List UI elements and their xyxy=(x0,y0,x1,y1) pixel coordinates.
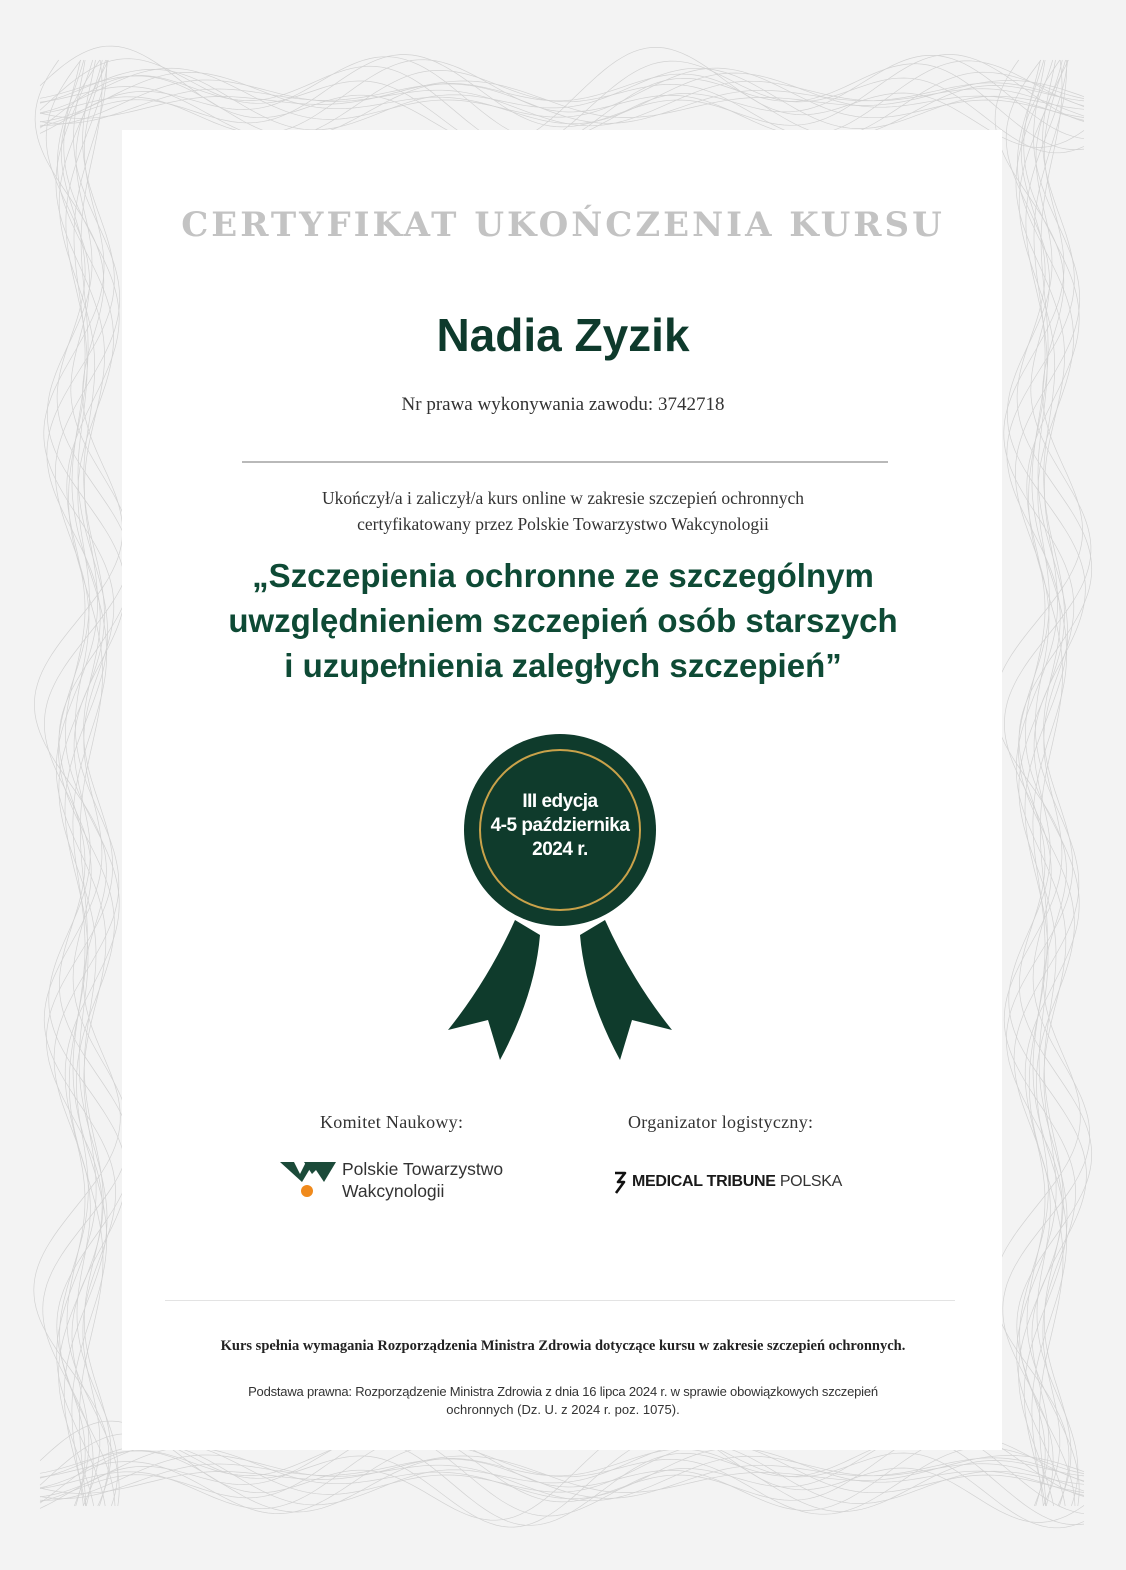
intro-line-2: certyfikatowany przez Polskie Towarzystwo Wakcynologii xyxy=(357,514,769,534)
ptw-name-line-1: Polskie Towarzystwo xyxy=(342,1159,504,1179)
completion-statement xyxy=(0,485,1126,537)
legal-basis xyxy=(0,1383,1126,1419)
course-title-line-2: uwzględnieniem szczepień osób starszych xyxy=(228,602,898,639)
badge-dates: 4-5 października xyxy=(490,815,630,836)
legal-basis-line-2: ochronnych (Dz. U. z 2024 r. poz. 1075). xyxy=(446,1402,680,1417)
ptw-name xyxy=(342,1158,503,1202)
ptw-logo xyxy=(280,1158,540,1208)
divider-bottom xyxy=(165,1300,955,1301)
medical-tribune-name xyxy=(632,1173,842,1191)
scientific-committee-label: Komitet Naukowy: xyxy=(320,1112,464,1132)
ptw-name-line-2: Wakcynologii xyxy=(342,1181,445,1201)
intro-line-1: Ukończył/a i zaliczył/a kurs online w zakresie szczepień ochronnych xyxy=(321,488,805,508)
course-title-line-3: i uzupełnienia zaległych szczepień” xyxy=(284,647,842,684)
badge-text xyxy=(470,790,650,862)
ptw-logo-icon xyxy=(280,1160,336,1200)
requirements-statement: Kurs spełnia wymagania Rozporządzenia Ministra Zdrowia dotyczące kursu w zakresie szczepień ochronnych. xyxy=(220,1338,906,1354)
medical-tribune-light: POLSKA xyxy=(779,1173,843,1190)
logistic-organizer-label: Organizator logistyczny: xyxy=(628,1112,814,1132)
medical-tribune-logo-icon xyxy=(612,1170,628,1196)
license-number: Nr prawa wykonywania zawodu: 3742718 xyxy=(401,394,725,415)
medical-tribune-bold: MEDICAL TRIBUNE xyxy=(632,1173,776,1190)
badge-year: 2024 r. xyxy=(532,839,588,860)
badge-edition: III edycja xyxy=(522,791,598,812)
recipient-name: Nadia Zyzik xyxy=(436,309,690,361)
legal-basis-line-1: Podstawa prawna: Rozporządzenie Ministra Zdrowia z dnia 16 lipca 2024 r. w sprawie obowiązkowych szczepień xyxy=(248,1384,878,1399)
divider-top xyxy=(242,461,888,463)
medical-tribune-logo xyxy=(612,1170,872,1200)
course-title-line-1: „Szczepienia ochronne ze szczególnym xyxy=(252,557,874,594)
course-title xyxy=(0,553,1126,688)
rosette-badge-icon xyxy=(440,730,680,1070)
certificate-title: CERTYFIKAT UKOŃCZENIA KURSU xyxy=(181,205,945,245)
